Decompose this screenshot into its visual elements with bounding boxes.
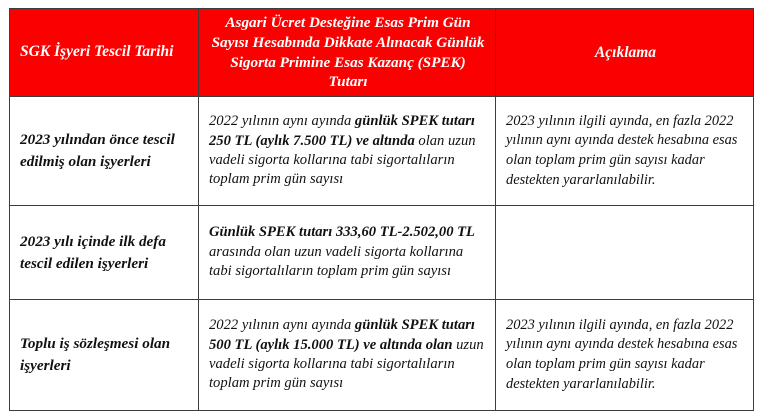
cell-spek-amount xyxy=(199,97,496,206)
header-row xyxy=(10,9,754,97)
column-header-registry-date: SGK İşyeri Tescil Tarihi xyxy=(10,9,199,97)
table-row xyxy=(10,97,754,206)
spek-support-table xyxy=(9,8,754,411)
column-header-spek-amount: Asgari Ücret Desteğine Esas Prim Gün Sayısı Hesabında Dikkate Alınacak Günlük Sigorta Primine Esas Kazanç (SPEK) Tutarı xyxy=(199,9,496,97)
cell-registry-date: Toplu iş sözleşmesi olan işyerleri xyxy=(10,300,199,411)
table-row xyxy=(10,206,754,300)
cell-description: 2023 yılının ilgili ayında, en fazla 2022 yılının aynı ayında destek hesabına esas olan toplam prim gün sayısı kadar destekten yararlanılabilir. xyxy=(496,97,754,206)
spek-tail-text: arasında olan uzun vadeli sigorta kollarına tabi sigortalıların toplam prim gün sayısı xyxy=(209,243,464,280)
cell-description xyxy=(496,206,754,300)
spek-tail-text: uzun vadeli sigorta kollarına tabi sigortalıların toplam prim gün sayısı xyxy=(209,336,484,392)
table-body xyxy=(10,97,754,411)
cell-registry-date: 2023 yılından önce tescil edilmiş olan işyerleri xyxy=(10,97,199,206)
spek-lead-text: 2022 yılının aynı ayında xyxy=(209,317,355,334)
cell-spek-amount xyxy=(199,300,496,411)
spek-bold-text: Günlük SPEK tutarı 333,60 TL-2.502,00 TL xyxy=(209,224,475,241)
spek-bold-text: günlük SPEK tutarı 250 TL (aylık 7.500 TL) ve altında xyxy=(209,113,475,149)
table-header xyxy=(10,9,754,97)
column-header-description: Açıklama xyxy=(496,9,754,97)
spek-bold-text: günlük SPEK tutarı 500 TL (aylık 15.000 TL) ve altında olan xyxy=(209,317,475,353)
cell-spek-amount xyxy=(199,206,496,300)
table-row xyxy=(10,300,754,411)
cell-registry-date: 2023 yılı içinde ilk defa tescil edilen işyerleri xyxy=(10,206,199,300)
spek-tail-text: olan uzun vadeli sigorta kollarına tabi sigortalıların toplam prim gün sayısı xyxy=(209,132,476,188)
cell-description: 2023 yılının ilgili ayında, en fazla 2022 yılının aynı ayında destek hesabına esas olan toplam prim gün sayısı kadar destekten yararlanılabilir. xyxy=(496,300,754,411)
spek-lead-text: 2022 yılının aynı ayında xyxy=(209,113,355,130)
